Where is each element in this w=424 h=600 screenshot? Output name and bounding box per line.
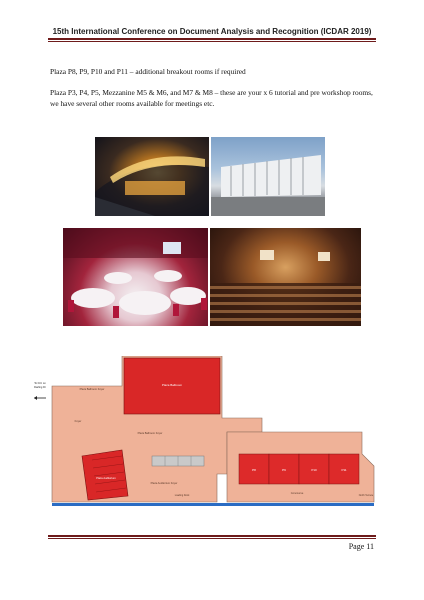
venue-exterior-day-photo <box>211 137 325 216</box>
floorplan-walkway-strip <box>52 503 374 506</box>
room-p11-label: P11 <box>341 468 347 472</box>
north-terrace-label: North Terrace <box>358 494 374 497</box>
paragraph-breakout-rooms: Plaza P8, P9, P10 and P11 – additional breakout rooms if required <box>50 67 246 76</box>
venue-floor-plan <box>32 356 388 512</box>
header-rule <box>48 38 376 40</box>
foyer-label: Foyer <box>74 420 82 423</box>
document-header-title: 15th International Conference on Document Analysis and Recognition (ICDAR 2019) <box>52 27 372 36</box>
plaza-auditorium-room <box>82 450 128 500</box>
concourse-label: Concourse <box>290 492 304 495</box>
room-p8-label: P8 <box>252 468 256 472</box>
footer-rule-thin <box>48 538 376 539</box>
ballroom-foyer-top-label: Plaza Ballroom Foyer <box>79 388 105 391</box>
plaza-ballroom-label: Plaza Ballroom <box>161 383 183 387</box>
header-rule-thin <box>48 41 376 42</box>
banquet-hall-photo <box>63 228 208 326</box>
paragraph-tutorial-rooms: Plaza P3, P4, P5, Mezzanine M5 & M6, and M7 & M8 – these are your x 6 tutorial and pre workshop rooms, we have several other rooms available for meetings etc. <box>50 88 373 108</box>
auditorium-foyer-label: Plaza Auditorium Foyer <box>150 482 178 485</box>
plenary-hall-photo <box>210 228 361 326</box>
to-icc-label-line2: Darling Dr <box>34 386 46 389</box>
to-icc-label: To ICC on <box>34 382 46 385</box>
direction-arrow-icon <box>34 396 46 400</box>
loading-dock-label: Loading Dock <box>174 494 190 497</box>
venue-exterior-night-photo <box>95 137 209 216</box>
room-p9-label: P9 <box>282 468 286 472</box>
room-p10-label: P10 <box>311 468 317 472</box>
page-number: Page 11 <box>348 542 374 551</box>
ballroom-foyer-label: Plaza Ballroom Foyer <box>137 432 163 435</box>
plaza-auditorium-label: Plaza Auditorium <box>96 477 116 480</box>
footer-rule <box>48 535 376 537</box>
